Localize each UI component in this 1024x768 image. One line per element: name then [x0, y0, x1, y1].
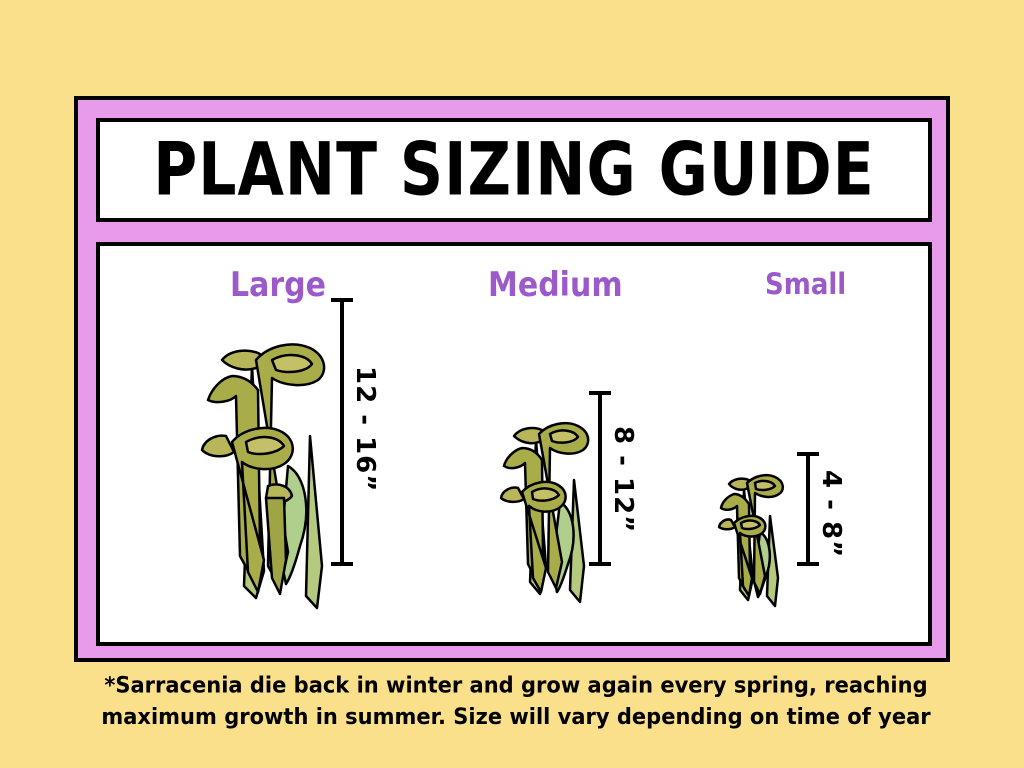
- plant-illustration-large: [160, 316, 380, 641]
- sizing-chart-panel: [96, 242, 932, 646]
- measure-label-small: 4 - 8”: [816, 470, 846, 559]
- footnote: [96, 671, 936, 734]
- measure-label-medium: 8 - 12”: [608, 426, 638, 534]
- plant-illustration-small: [700, 464, 810, 644]
- column-label-large: Large: [230, 265, 326, 306]
- column-label-medium: Medium: [488, 265, 623, 306]
- measure-bar-medium: [598, 391, 602, 566]
- measure-bar-large: [340, 298, 344, 566]
- measure-bar-small: [806, 452, 810, 566]
- title-panel: [96, 118, 932, 222]
- measure-label-large: 12 - 16”: [350, 366, 380, 493]
- plant-illustration-medium: [470, 406, 630, 641]
- footnote-line-1: *Sarracenia die back in winter and grow again every spring, reaching: [104, 672, 928, 698]
- page-title: PLANT SIZING GUIDE: [153, 127, 875, 213]
- poster-frame: [74, 96, 950, 662]
- column-label-small: Small: [765, 268, 847, 302]
- footnote-line-2: maximum growth in summer. Size will vary depending on time of year: [101, 703, 931, 730]
